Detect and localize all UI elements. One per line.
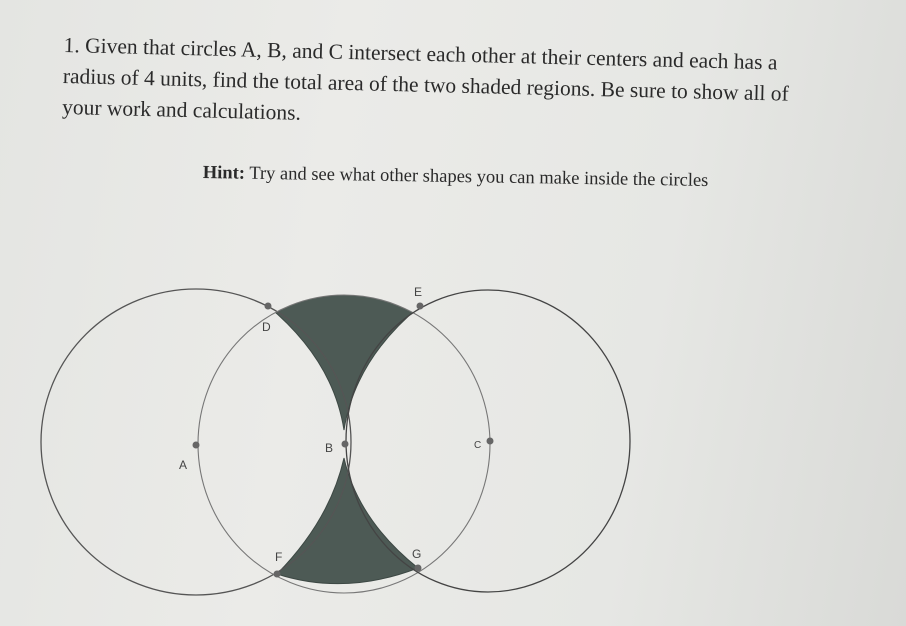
problem-text: Given that circles A, B, and C intersect each other at their centers and each has a radius of 4 units, find the total area of the two shaded regions. Be sure to show all of your work and calculations. (61, 33, 790, 125)
point-a-dot (193, 442, 200, 449)
point-g-label: G (412, 547, 422, 561)
point-c-label: C (474, 440, 482, 451)
point-a-label: A (179, 458, 188, 472)
hint-text: Try and see what other shapes you can make inside the circles (249, 163, 709, 191)
point-f-label: F (275, 550, 283, 564)
point-f-dot (274, 571, 281, 578)
point-e-label: E (414, 285, 423, 299)
point-g-dot (415, 565, 422, 572)
problem-number: 1. (63, 32, 81, 58)
point-b-dot (342, 441, 349, 448)
point-e-dot (417, 303, 424, 310)
point-c-dot (487, 438, 494, 445)
point-b-label: B (325, 441, 334, 455)
hint-label: Hint: (202, 163, 246, 184)
shaded-region-top (268, 285, 423, 430)
point-d-label: D (262, 320, 271, 334)
point-d-dot (265, 303, 272, 310)
